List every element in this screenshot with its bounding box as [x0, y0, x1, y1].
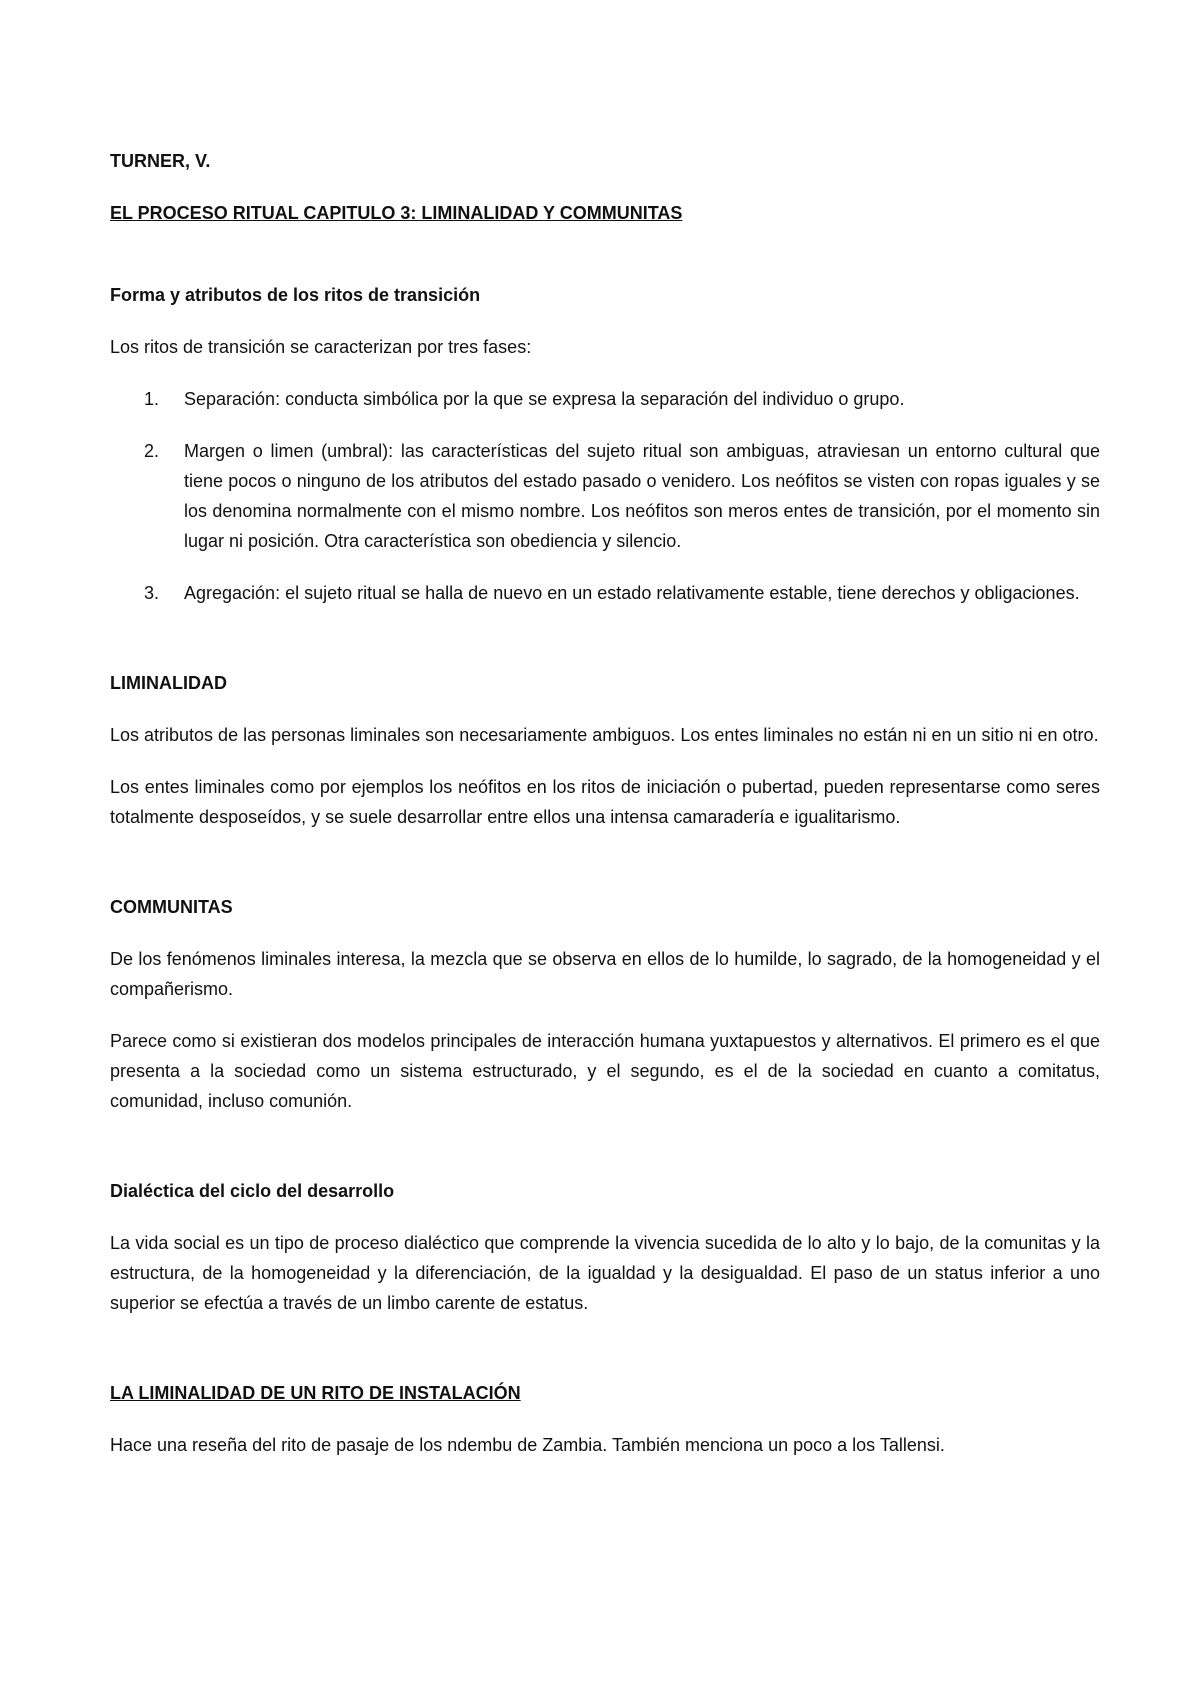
list-number: 2.	[144, 441, 160, 461]
list-item	[110, 384, 1100, 414]
section-heading-ritos: Forma y atributos de los ritos de transición	[110, 285, 481, 305]
list-item-text: Separación: conducta simbólica por la que se expresa la separación del individuo o grupo.	[184, 389, 905, 409]
list-item-text: Agregación: el sujeto ritual se halla de nuevo en un estado relativamente estable, tiene derechos y obligaciones.	[184, 583, 1080, 603]
paragraph: La vida social es un tipo de proceso dialéctico que comprende la vivencia sucedida de lo alto y lo bajo, de la comunitas y la estructura, de la homogeneidad y la diferenciación, de la igualdad y la desigualdad. El paso de un status inferior a uno superior se efectúa a través de un limbo carente de estatus.	[110, 1233, 1100, 1313]
section-heading-dialectica: Dialéctica del ciclo del desarrollo	[110, 1181, 395, 1201]
list-item	[110, 436, 1100, 556]
section-heading-instalacion: LA LIMINALIDAD DE UN RITO DE INSTALACIÓN	[110, 1383, 521, 1403]
document-title: EL PROCESO RITUAL CAPITULO 3: LIMINALIDAD Y COMMUNITAS	[110, 203, 683, 223]
paragraph: Hace una reseña del rito de pasaje de los ndembu de Zambia. También menciona un poco a los Tallensi.	[110, 1435, 945, 1455]
author-line: TURNER, V.	[110, 151, 211, 171]
list-item-text: Margen o limen (umbral): las características del sujeto ritual son ambiguas, atraviesan un entorno cultural que tiene pocos o ninguno de los atributos del estado pasado o venidero. Los neófitos se visten con ropas iguales y se los denomina normalmente con el mismo nombre. Los neófitos son meros entes de transición, por el momento sin lugar ni posición. Otra característica son obediencia y silencio.	[184, 441, 1100, 551]
paragraph: De los fenómenos liminales interesa, la mezcla que se observa en ellos de lo humilde, lo sagrado, de la homogeneidad y el compañerismo.	[110, 949, 1100, 999]
list-number: 3.	[144, 583, 160, 603]
list-number: 1.	[144, 389, 160, 409]
paragraph: Los entes liminales como por ejemplos los neófitos en los ritos de iniciación o pubertad, pueden representarse como seres totalmente desposeídos, y se suele desarrollar entre ellos una intensa camaradería e igualitarismo.	[110, 777, 1100, 827]
paragraph: Los atributos de las personas liminales son necesariamente ambiguos. Los entes liminales no están ni en un sitio ni en otro.	[110, 725, 1099, 745]
paragraph: Parece como si existieran dos modelos principales de interacción humana yuxtapuestos y alternativos. El primero es el que presenta a la sociedad como un sistema estructurado, y el segundo, es el de la sociedad en cuanto a comitatus, comunidad, incluso comunión.	[110, 1031, 1100, 1111]
list-item	[110, 578, 1100, 608]
phases-list	[110, 384, 1100, 608]
section-heading-communitas: COMMUNITAS	[110, 897, 233, 917]
section-heading-liminalidad: LIMINALIDAD	[110, 673, 227, 693]
section-intro: Los ritos de transición se caracterizan por tres fases:	[110, 337, 532, 357]
document-page	[110, 146, 1100, 1460]
